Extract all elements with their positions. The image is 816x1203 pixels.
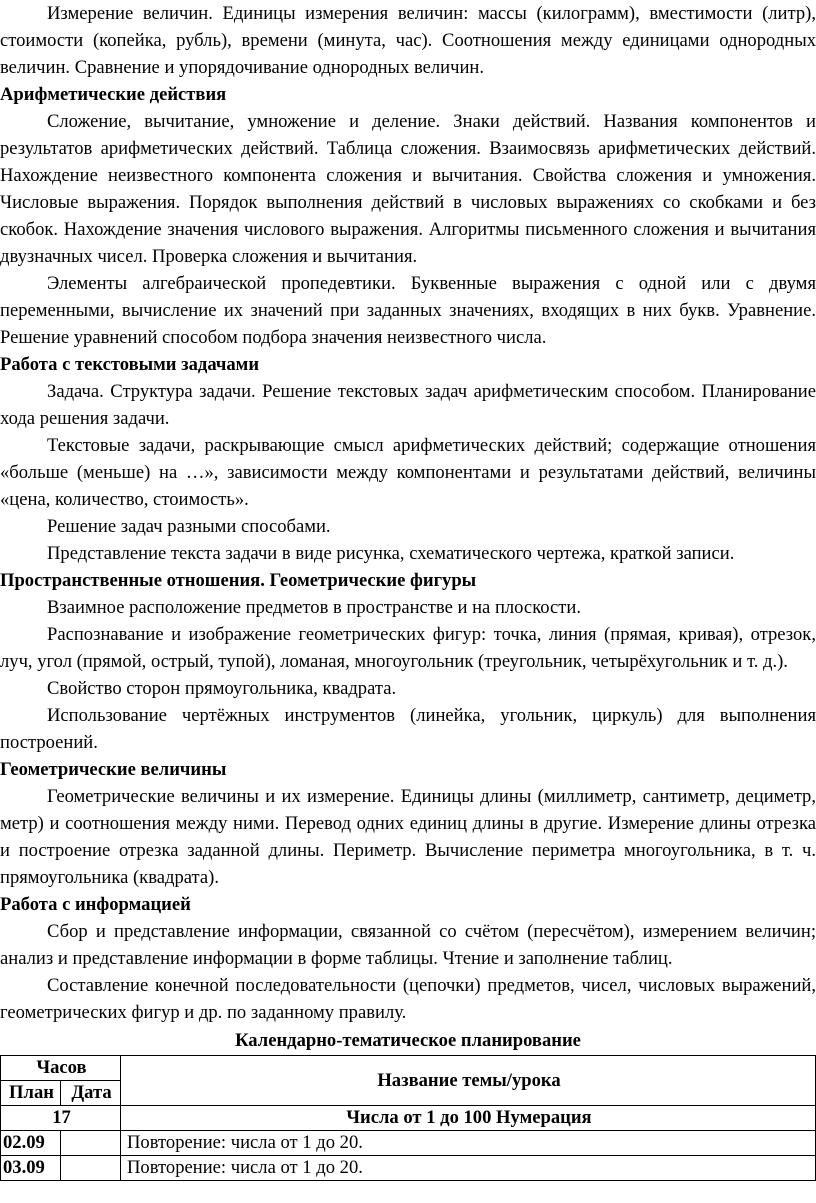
heading-information: Работа с информацией <box>0 894 191 915</box>
row-plan: 02.09 <box>1 1131 61 1156</box>
paragraph-text-1: Задача. Структура задачи. Решение текстовых задач арифметическим способом. Планирование хода решения задачи. <box>0 381 816 429</box>
section-title: Числа от 1 до 100 Нумерация <box>121 1106 816 1131</box>
paragraph-geometric-1: Геометрические величины и их измерение. Единицы длины (миллиметр, сантиметр, дециметр, метр) и соотношения между ними. Перевод одних единиц длины в другие. Измерение длины отрезка и построение отрезка заданной длины. Периметр. Вычисление периметра многоугольника, в т. ч. прямоугольника (квадрата). <box>0 786 816 888</box>
table-row <box>1 1156 816 1181</box>
row-topic: Повторение: числа от 1 до 20. <box>121 1131 816 1156</box>
paragraph-text-3: Решение задач разными способами. <box>47 516 331 537</box>
row-date <box>61 1156 121 1181</box>
table-section-row <box>1 1106 816 1131</box>
table-row <box>1 1131 816 1156</box>
header-topic: Название темы/урока <box>121 1056 816 1106</box>
paragraph-spatial-1: Взаимное расположение предметов в пространстве и на плоскости. <box>47 597 582 618</box>
row-date <box>61 1131 121 1156</box>
heading-geometric-values: Геометрические величины <box>0 759 227 780</box>
row-topic: Повторение: числа от 1 до 20. <box>121 1156 816 1181</box>
planning-table <box>0 1055 816 1181</box>
paragraph-arithmetic-2: Элементы алгебраической пропедевтики. Буквенные выражения с одной или с двумя переменными, вычисление их значений при заданных значениях, входящих в них букв. Уравнение. Решение уравнений способом подбора значения неизвестного числа. <box>0 273 816 348</box>
table-header-row <box>1 1056 816 1081</box>
table-title: Календарно-тематическое планирование <box>235 1030 581 1051</box>
header-plan: План <box>1 1081 61 1106</box>
paragraph-text-2: Текстовые задачи, раскрывающие смысл арифметических действий; содержащие отношения «больше (меньше) на …», зависимости между компонентами и результатами действий, величины «цена, количество, стоимость». <box>0 435 816 510</box>
paragraph-information-2: Составление конечной последовательности (цепочки) предметов, чисел, числовых выражений, геометрических фигур и др. по заданному правилу. <box>0 975 816 1023</box>
header-hours: Часов <box>1 1056 121 1081</box>
heading-arithmetic: Арифметические действия <box>0 84 227 105</box>
section-hours: 17 <box>1 1106 121 1131</box>
paragraph-text-4: Представление текста задачи в виде рисунка, схематического чертежа, краткой записи. <box>47 543 735 564</box>
paragraph-spatial-2: Распознавание и изображение геометрических фигур: точка, линия (прямая, кривая), отрезок, луч, угол (прямой, острый, тупой), ломаная, многоугольник (треугольник, четырёхугольник и т. д.). <box>0 624 816 672</box>
row-plan: 03.09 <box>1 1156 61 1181</box>
paragraph-spatial-3: Свойство сторон прямоугольника, квадрата. <box>47 678 397 699</box>
heading-text-problems: Работа с текстовыми задачами <box>0 354 260 375</box>
heading-spatial: Пространственные отношения. Геометрические фигуры <box>0 570 477 591</box>
paragraph-intro: Измерение величин. Единицы измерения величин: массы (килограмм), вместимости (литр), стоимости (копейка, рубль), времени (минута, час). Соотношения между единицами однородных величин. Сравнение и упорядочивание однородных величин. <box>0 3 816 78</box>
paragraph-arithmetic-1: Сложение, вычитание, умножение и деление. Знаки действий. Названия компонентов и результатов арифметических действий. Таблица сложения. Взаимосвязь арифметических действий. Нахождение неизвестного компонента сложения и вычитания. Свойства сложения и умножения. Числовые выражения. Порядок выполнения действий в числовых выражениях со скобками и без скобок. Нахождение значения числового выражения. Алгоритмы письменного сложения и вычитания двузначных чисел. Проверка сложения и вычитания. <box>0 111 816 267</box>
header-date: Дата <box>61 1081 121 1106</box>
paragraph-information-1: Сбор и представление информации, связанной со счётом (пересчётом), измерением величин; анализ и представление информации в форме таблицы. Чтение и заполнение таблиц. <box>0 921 816 969</box>
paragraph-spatial-4: Использование чертёжных инструментов (линейка, угольник, циркуль) для выполнения построений. <box>0 705 816 753</box>
